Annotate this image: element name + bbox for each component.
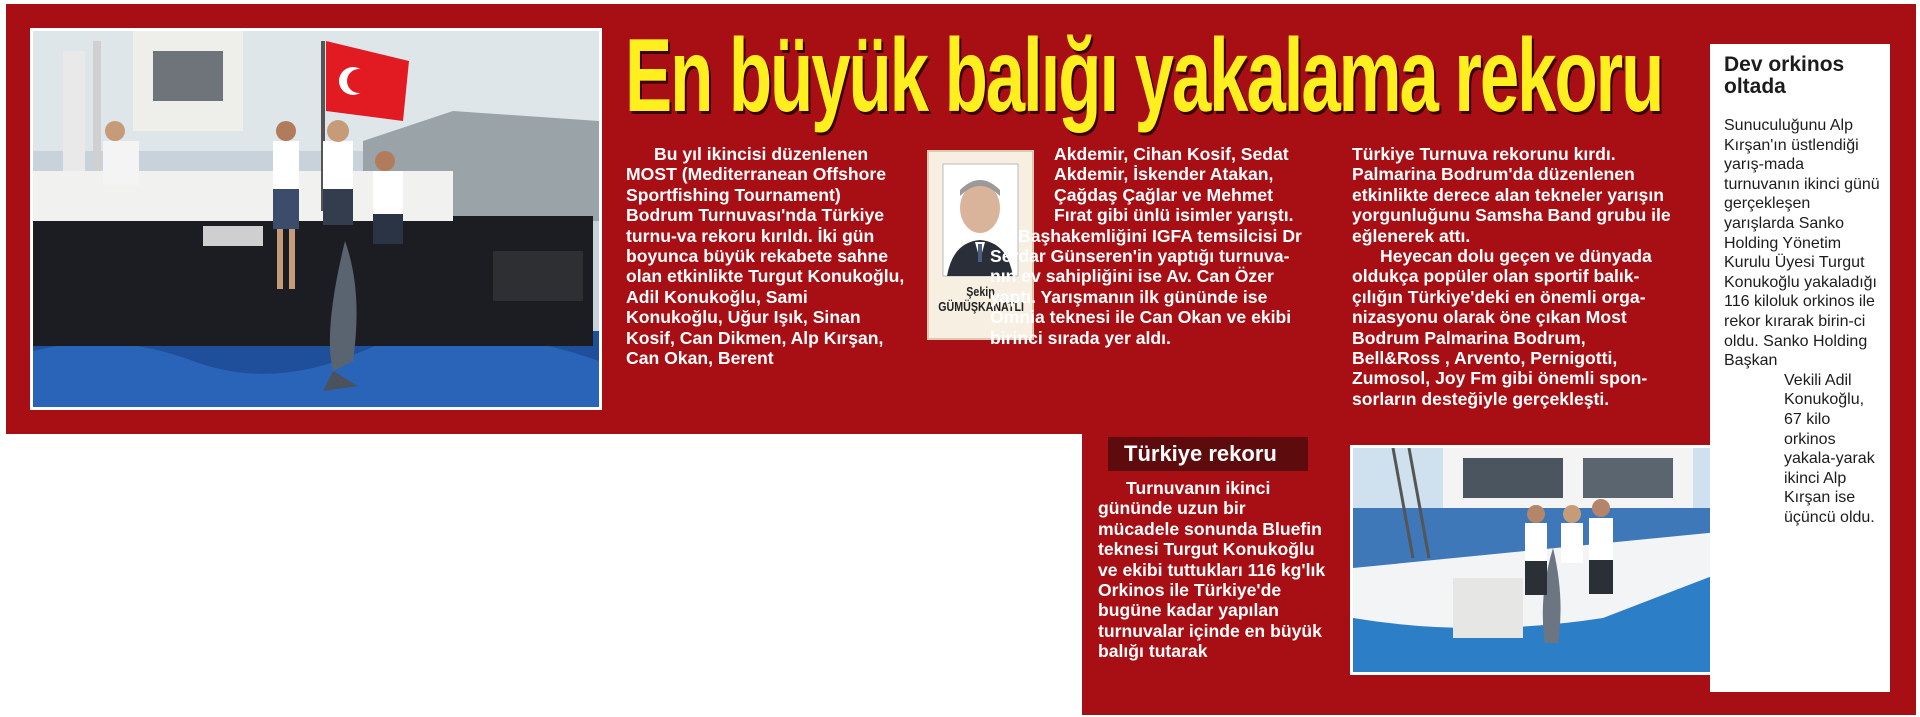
sidebar-box — [1710, 44, 1890, 692]
sidebar-body-narrow: Vekili Adil Konukoğlu, 67 kilo orkinos yakala-yarak ikinci Alp Kırşan ise üçüncü oldu. — [1784, 371, 1875, 526]
sidebar-title: Dev orkinos oltada — [1724, 53, 1845, 98]
sidebar-body-wide: Sunuculuğunu Alp Kırşan'ın üstlendiği yarış-mada turnuvanın ikinci günü gerçekleşen yarışlarda Sanko Holding Yönetim Kurulu Üyesi Turgut Konukoğlu yakaladığı 116 kiloluk orkinos ile rekor kırarak birin-ci oldu. Sanko Holding Başkan — [1724, 117, 1880, 370]
column-2-paragraph-2: Başhakemliğini IGFA temsilcisi Dr Serdar Günseren'in yaptığı turnuva-nın ev sahipliğini ise Av. Can Özer yaptı. Yarışmanın ilk gününde ise Omnia teknesi ile Can Okan ve ekibi birinci sırada yer aldı. — [990, 225, 1302, 348]
column-4-paragraph-2: Heyecan dolu geçen ve dünyada oldukça popüler olan sportif balık-çılığın Türkiye'deki en önemli orga-nizasyonu olarak öne çıkan Most Bodrum Palmarina Bodrum, Bell&Ross , Arvento, Pernigotti, Zumosol, Joy Fm gibi önemli spon-sorların desteğiyle gerçekleşti. — [1352, 246, 1652, 409]
article-headline: En büyük balığı yakalama rekoru — [625, 18, 1663, 134]
author-first-name: Şekip — [966, 284, 995, 299]
article-column-1 — [626, 144, 908, 368]
article-column-2 — [990, 144, 1312, 348]
column-1-paragraph — [626, 144, 908, 368]
lead-bold: Bu yıl ikincisi düzenlenen MOST (Mediterranean — [626, 144, 869, 185]
subhead-turkiye-rekoru: Türkiye rekoru — [1108, 437, 1308, 471]
article-column-3 — [1098, 478, 1326, 662]
trophy-fish-photo — [1350, 445, 1762, 675]
body-text: Offshore Sportfishing Tournament) Bodrum Turnuvası'nda Türkiye turnu-va rekoru kırıldı. İki gün boyunca büyük rekabete sahne olan etkinlikte Turgut Konukoğlu, Adil Konukoğlu, Sami Konukoğlu, Uğur Işık, Sinan Kosif, Can Dikmen, Alp Kırşan, Can Okan, Berent — [626, 164, 905, 369]
fishing-boat-photo — [30, 28, 602, 410]
sidebar-body — [1724, 116, 1882, 527]
article-column-4 — [1352, 144, 1678, 409]
column-4-paragraph-1: Türkiye Turnuva rekorunu kırdı. Palmarina Bodrum'da düzenlenen etkinlikte derece alan tekneler yarışın yorgunluğunu Samsha Band grubu ile eğlenerek attı. — [1352, 144, 1671, 246]
column-3-paragraph: Turnuvanın ikinci gününde uzun bir mücadele sonunda Bluefin teknesi Turgut Konukoğlu ve ekibi tuttukları 116 kg'lık Orkinos ile Türkiye'de bugüne kadar yapılan turnuvalar içinde en büyük balığı tutarak — [1098, 478, 1326, 662]
column-2-paragraph-1: Akdemir, Cihan Kosif, Sedat Akdemir, İskender Atakan, Çağdaş Çağlar ve Mehmet Fırat gibi ünlü isimler yarıştı. — [1054, 144, 1294, 226]
author-last-name: GÜMÜŞKANATLI — [938, 299, 1024, 314]
